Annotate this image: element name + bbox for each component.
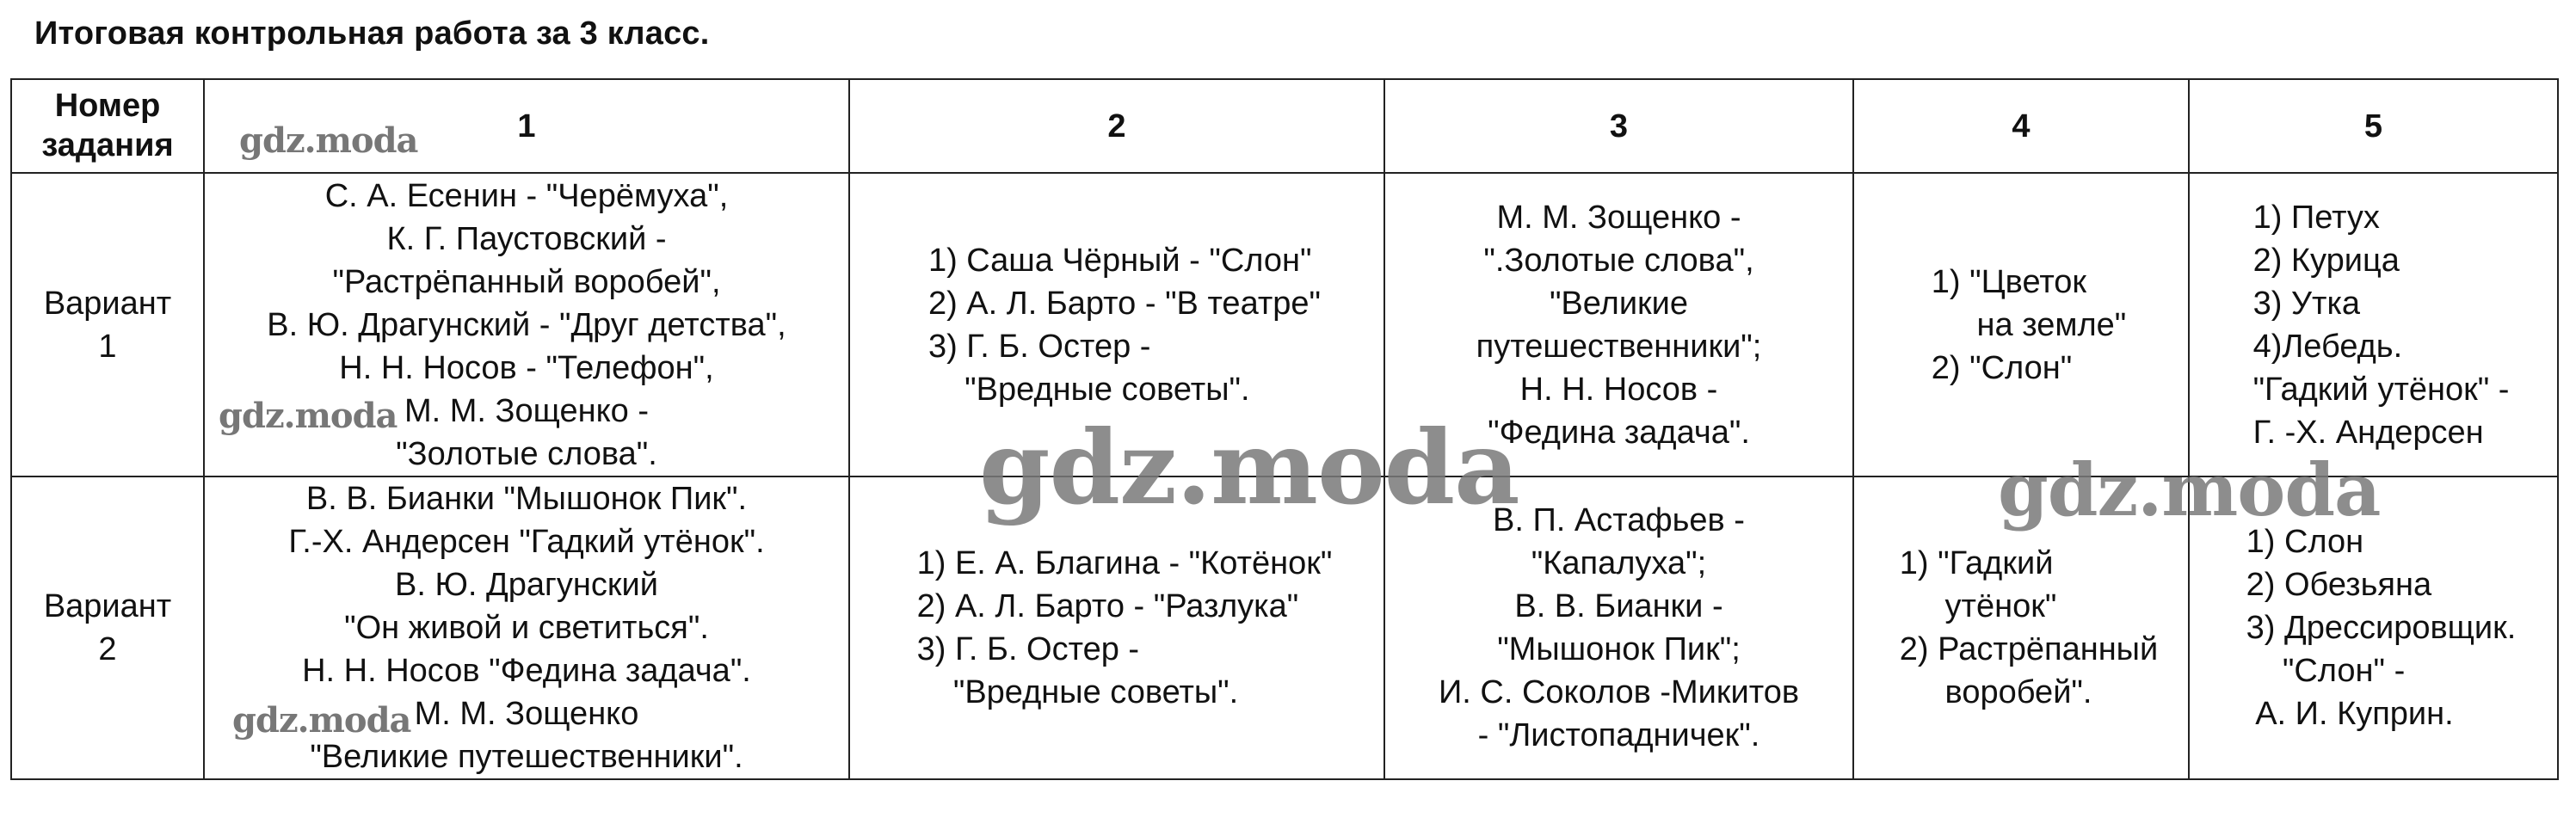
row-label-variant-2 <box>11 476 204 779</box>
text-line: "Великие <box>1549 285 1689 322</box>
text-line: В. Ю. Драгунский <box>395 567 658 603</box>
text-line: Г.-Х. Андерсен "Гадкий утёнок". <box>288 524 765 560</box>
text-line: Номер <box>54 87 161 124</box>
table-row-variant-2 <box>11 476 2558 779</box>
cell-text <box>1439 499 1799 757</box>
text-line: "Золотые слова". <box>396 435 657 472</box>
cell-text <box>1900 542 2158 714</box>
text-line: 2) Обезьяна <box>2246 567 2432 603</box>
text-line: "Вредные советы". <box>927 371 1250 408</box>
header-corner-label <box>41 86 173 165</box>
text-line: ".Золотые слова", <box>1483 242 1754 279</box>
text-line: И. С. Соколов -Микитов <box>1438 674 1800 710</box>
header-col-5: 5 <box>2189 79 2558 173</box>
text-line: 2) "Слон" <box>1931 349 2073 386</box>
cell-v2-task3 <box>1384 476 1853 779</box>
text-line: "Мышонок Пик"; <box>1497 631 1741 667</box>
row-label-variant-1 <box>11 173 204 476</box>
text-line: В. В. Бианки "Мышонок Пик". <box>305 481 748 517</box>
text-line: 2) А. Л. Барто - "Разлука" <box>916 588 1299 624</box>
text-line: В. Ю. Драгунский - "Друг детства", <box>267 306 786 343</box>
text-line: 3) Утка <box>2252 285 2361 322</box>
text-line: М. М. Зощенко - <box>404 392 649 429</box>
text-line: 2) А. Л. Барто - "В театре" <box>927 285 1322 322</box>
text-line: Г. -Х. Андерсен <box>2252 414 2484 451</box>
text-line: "Растрёпанный воробей", <box>332 263 721 300</box>
text-line: 3) Дрессировщик. <box>2246 610 2517 646</box>
text-line: "Федина задача". <box>1488 414 1750 451</box>
text-line: 2) Растрёпанный <box>1899 631 2159 667</box>
text-line: К. Г. Паустовский - <box>386 220 667 257</box>
text-line: "Капалуха"; <box>1531 545 1707 581</box>
header-col-2: 2 <box>849 79 1384 173</box>
cell-v1-task5 <box>2189 173 2558 476</box>
text-line: А. И. Куприн. <box>2246 696 2454 732</box>
cell-text <box>917 542 1333 714</box>
text-line: утёнок" <box>1899 588 2057 624</box>
text-line: 2 <box>98 631 117 667</box>
cell-text <box>2253 196 2510 454</box>
text-line: Н. Н. Носов - "Телефон", <box>339 349 714 386</box>
header-task-number <box>11 79 204 173</box>
text-line: 1) Саша Чёрный - "Слон" <box>927 242 1312 279</box>
cell-text <box>1932 261 2127 390</box>
cell-v1-task3 <box>1384 173 1853 476</box>
cell-text <box>928 239 1321 411</box>
text-line: путешественники"; <box>1476 328 1762 365</box>
header-col-1: 1 <box>204 79 849 173</box>
watermark-logo: gdz.moda <box>1998 447 2381 532</box>
text-line: В. В. Бианки - <box>1514 588 1723 624</box>
text-line: М. М. Зощенко <box>414 696 639 732</box>
row-label-text <box>44 585 171 671</box>
page-title: Итоговая контрольная работа за 3 класс. <box>34 15 710 52</box>
header-col-3: 3 <box>1384 79 1853 173</box>
assignment-table <box>10 78 2559 780</box>
text-line: задания <box>41 126 174 163</box>
cell-text <box>267 175 786 476</box>
cell-v2-task4 <box>1853 476 2189 779</box>
watermark-logo: gdz.moda <box>239 120 418 161</box>
text-line: воробей". <box>1899 674 2092 710</box>
cell-text <box>288 477 764 778</box>
cell-v1-task1 <box>204 173 849 476</box>
text-line: Н. Н. Носов - <box>1519 371 1718 408</box>
text-line: 1) "Гадкий <box>1899 545 2054 581</box>
text-line: Вариант <box>43 588 172 624</box>
text-line: 2) Курица <box>2252 242 2400 279</box>
text-line: 1) "Цветок <box>1931 263 2087 300</box>
text-line: "Вредные советы". <box>916 674 1239 710</box>
text-line: М. М. Зощенко - <box>1496 199 1741 236</box>
text-line: "Гадкий утёнок" - <box>2252 371 2510 408</box>
text-line: 1 <box>98 328 117 365</box>
watermark-logo: gdz.moda <box>232 700 411 741</box>
text-line: 1) Слон <box>2246 524 2364 560</box>
text-line: 1) Е. А. Благина - "Котёнок" <box>916 545 1333 581</box>
watermark-logo: gdz.moda <box>979 408 1519 527</box>
cell-text <box>1476 196 1762 454</box>
header-col-4: 4 <box>1853 79 2189 173</box>
cell-v2-task2 <box>849 476 1384 779</box>
text-line: Н. Н. Носов "Федина задача". <box>302 653 751 689</box>
text-line: на земле" <box>1931 306 2127 343</box>
cell-v1-task2 <box>849 173 1384 476</box>
text-line: "Великие путешественники". <box>310 739 743 775</box>
text-line: 3) Г. Б. Остер - <box>927 328 1151 365</box>
cell-v2-task1 <box>204 476 849 779</box>
text-line: - "Листопадничек". <box>1477 717 1760 753</box>
text-line: В. П. Астафьев - <box>1493 502 1745 538</box>
text-line: С. А. Есенин - "Черёмуха", <box>324 177 729 214</box>
table-row-variant-1 <box>11 173 2558 476</box>
table-header-row <box>11 79 2558 173</box>
text-line: 3) Г. Б. Остер - <box>916 631 1140 667</box>
text-line: "Слон" - <box>2246 653 2406 689</box>
cell-v1-task4 <box>1853 173 2189 476</box>
text-line: "Он живой и светиться". <box>344 610 709 646</box>
cell-text <box>2246 520 2517 735</box>
cell-v2-task5 <box>2189 476 2558 779</box>
text-line: Вариант <box>43 285 172 322</box>
watermark-logo: gdz.moda <box>219 396 397 436</box>
row-label-text <box>44 282 171 368</box>
text-line: 1) Петух <box>2252 199 2380 236</box>
text-line: 4)Лебедь. <box>2252 328 2403 365</box>
